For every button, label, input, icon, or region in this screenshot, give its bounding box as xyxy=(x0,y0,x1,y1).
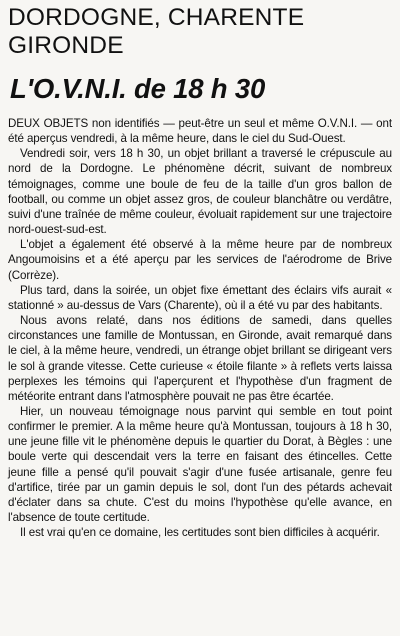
article-paragraph-lead: DEUX OBJETS non identifiés — peut-être un seul et même O.V.N.I. — ont été aperçus vendredi, à la même heure, dans le ciel du Sud-Ouest. xyxy=(8,117,392,146)
article-body xyxy=(8,116,392,540)
article-paragraph: Vendredi soir, vers 18 h 30, un objet brillant a traversé le crépuscule au nord de la Dordogne. Le phénomène décrit, suivant de nombreux témoignages, comme une boule de feu de la taille d'un gros ballon de football, ou comme un objet assez gros, de couleur blanchâtre ou verdâtre, suivi d'une traînée de même couleur, évoluait rapidement sur une trajectoire nord-ouest-sud-est. xyxy=(8,147,392,237)
article-paragraph: L'objet a également été observé à la même heure par de nombreux Angoumoisins et a été aperçu par les services de l'aérodrome de Brive (Corrèze). xyxy=(8,238,392,282)
article-paragraph: Plus tard, dans la soirée, un objet fixe émettant des éclairs vifs aurait « stationné » au-dessus de Vars (Charente), où il a été vu par des habitants. xyxy=(8,283,392,312)
article-paragraph: Nous avons relaté, dans nos éditions de samedi, dans quelles circonstances une famille de Montussan, en Gironde, avait remarqué dans le ciel, à la même heure, vendredi, un étrange objet brillant se dirigeant vers le sol à grande vitesse. Cette curieuse « étoile filante » à reflets verts laissa perplexes les témoins qui l'aperçurent et l'hypothèse d'un fragment de météorite entrant dans l'atmosphère pouvait ne pas être écartée. xyxy=(8,314,392,403)
article-paragraph: Hier, un nouveau témoignage nous parvint qui semble en tout point confirmer le premier. A la même heure qu'à Montussan, toujours à 18 h 30, une jeune fille vit le phénomène depuis le quartier du Dorat, à Bègles : une boule verte qui descendait vers la terre en faisant des étincelles. Cette jeune fille a pensé qu'il pouvait s'agir d'une fusée artisanale, genre feu d'artifice, tirée par un gamin depuis le sol, dont l'un des pétards achevait d'éclater dans sa chute. C'est du moins l'hypothèse qu'elle avance, en l'absence de toute certitude. xyxy=(8,404,392,525)
article-headline: L'O.V.N.I. de 18 h 30 xyxy=(10,73,266,104)
region-heading: DORDOGNE, CHARENTE GIRONDE xyxy=(8,4,305,59)
article-paragraph: Il est vrai qu'en ce domaine, les certitudes sont bien difficiles à acquérir. xyxy=(20,526,380,540)
